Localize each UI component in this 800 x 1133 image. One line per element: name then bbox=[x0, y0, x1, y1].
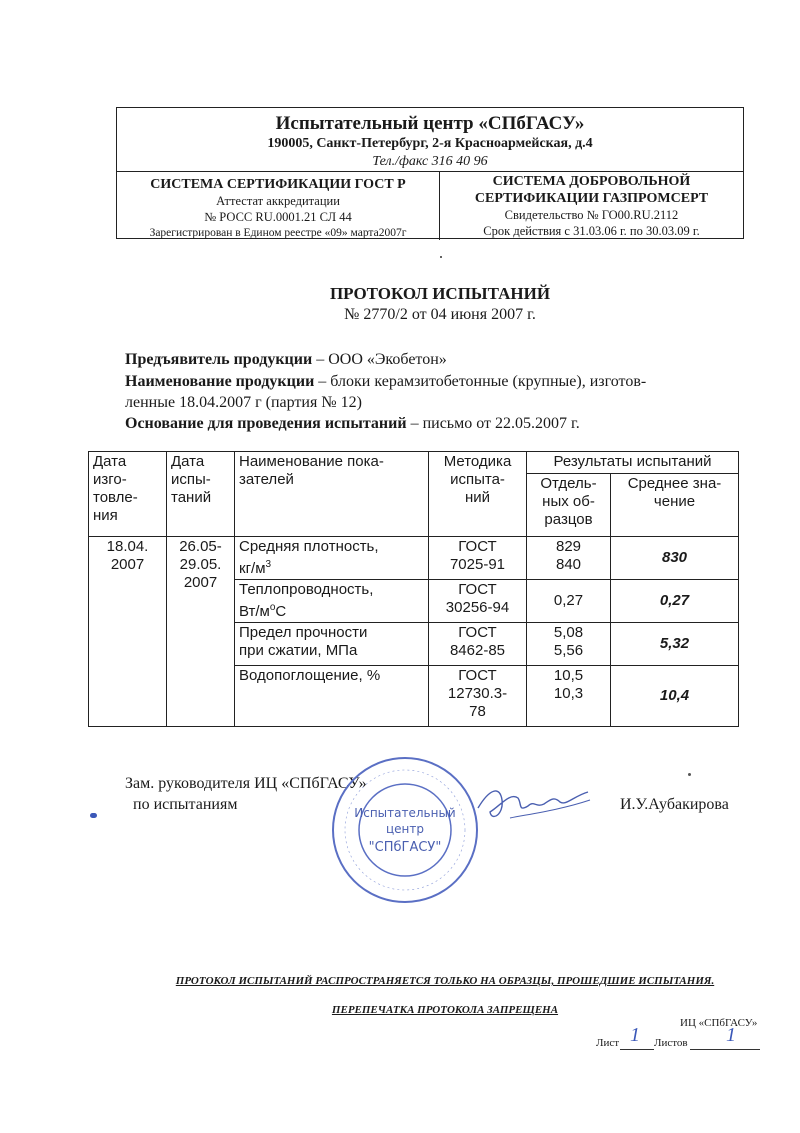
method-cell bbox=[429, 580, 527, 623]
header-indicator bbox=[235, 452, 429, 537]
cell-text: 8462-85 bbox=[449, 642, 506, 659]
individual-cell bbox=[527, 537, 611, 580]
gazprom-system bbox=[440, 172, 743, 240]
seal-stamp-icon bbox=[330, 755, 480, 905]
cell-text: Вт/м bbox=[239, 603, 270, 620]
sheet-value: 1 bbox=[630, 1024, 640, 1046]
header-text: ных об- bbox=[542, 493, 595, 510]
header-test-date bbox=[167, 452, 235, 537]
individual-cell bbox=[527, 666, 611, 727]
center-phone: Тел./факс 316 40 96 bbox=[372, 154, 488, 169]
header-text: разцов bbox=[544, 511, 593, 528]
cell-text: Теплопроводность, bbox=[239, 581, 374, 598]
stamp-line-1: Испытательный bbox=[354, 806, 456, 820]
header-systems bbox=[117, 172, 743, 240]
results-table bbox=[88, 451, 739, 727]
cell-text: кг/м bbox=[239, 560, 266, 577]
cell-text: 5,56 bbox=[553, 642, 584, 659]
header-text: испыта- bbox=[450, 471, 505, 488]
cell-text: 29.05. bbox=[179, 556, 222, 573]
header-text: Дата bbox=[93, 453, 127, 470]
signer-role: Зам. руководителя ИЦ «СПбГАСУ» bbox=[125, 775, 367, 792]
gost-system-title: СИСТЕМА СЕРТИФИКАЦИИ ГОСТ Р bbox=[150, 177, 406, 192]
table-row bbox=[89, 537, 739, 580]
average-cell: 10,4 bbox=[611, 666, 739, 727]
accreditation-label: Аттестат аккредитации bbox=[216, 194, 340, 208]
cell-text: ГОСТ bbox=[458, 667, 497, 684]
individual-cell bbox=[527, 623, 611, 666]
cell-text: 2007 bbox=[110, 556, 145, 573]
certificate-number: Свидетельство № ГО00.RU.2112 bbox=[504, 208, 679, 222]
protocol-title: ПРОТОКОЛ ИСПЫТАНИЙ bbox=[329, 284, 551, 303]
cell-text: ГОСТ bbox=[458, 581, 497, 598]
header-text: изго- bbox=[93, 471, 127, 488]
individual-cell bbox=[527, 580, 611, 623]
indicator-cell bbox=[235, 537, 429, 580]
header-text: ний bbox=[464, 489, 491, 506]
registration-note: Зарегистрирован в Едином реестре «09» марта2007г bbox=[149, 227, 407, 239]
sheet-label: Лист bbox=[596, 1037, 620, 1049]
basis-label: Основание для проведения испытаний bbox=[125, 415, 407, 432]
average-cell: 0,27 bbox=[611, 580, 739, 623]
header-text: Отдель- bbox=[540, 475, 597, 492]
cell-text bbox=[239, 599, 424, 621]
header-text: испы- bbox=[171, 471, 211, 488]
center-name: Испытательный центр «СПбГАСУ» bbox=[275, 113, 585, 134]
method-cell bbox=[429, 537, 527, 580]
cell-text: Предел прочности bbox=[239, 624, 368, 641]
indicator-cell bbox=[235, 580, 429, 623]
header-average bbox=[611, 474, 739, 537]
speck bbox=[440, 256, 442, 258]
header-manufacture-date bbox=[89, 452, 167, 537]
method-cell bbox=[429, 666, 527, 727]
gazprom-title-1: СИСТЕМА ДОБРОВОЛЬНОЙ bbox=[492, 174, 691, 189]
sheets-label: Листов bbox=[654, 1037, 688, 1049]
stamp-line-2: центр bbox=[385, 822, 425, 836]
manufacture-date-cell bbox=[89, 537, 167, 727]
product-value: – блоки керамзитобетонные (крупные), изготов- bbox=[314, 373, 647, 390]
cell-text: 30256-94 bbox=[445, 599, 510, 616]
cell-text: ГОСТ bbox=[458, 624, 497, 641]
cell-text: 5,08 bbox=[553, 624, 584, 641]
cell-text: 2007 bbox=[183, 574, 218, 591]
center-address: 190005, Санкт-Петербург, 2-я Красноармейская, д.4 bbox=[267, 136, 593, 151]
superscript: о bbox=[269, 602, 276, 613]
product-line-2: ленные 18.04.2007 г (партия № 12) bbox=[125, 394, 362, 411]
header-text: таний bbox=[171, 489, 212, 506]
protocol-number: № 2770/2 от 04 июня 2007 г. bbox=[344, 306, 536, 323]
header-text: Дата bbox=[171, 453, 205, 470]
header-top bbox=[117, 108, 743, 172]
handwritten-signature bbox=[470, 778, 600, 828]
basis-value: – письмо от 22.05.2007 г. bbox=[406, 415, 580, 432]
product-label: Наименование продукции bbox=[125, 373, 315, 390]
cell-text bbox=[239, 556, 424, 578]
accreditation-number: № РОСС RU.0001.21 СЛ 44 bbox=[204, 210, 352, 224]
cell-text: 12730.3- bbox=[447, 685, 508, 702]
cell-text: 829 bbox=[555, 538, 582, 555]
cell-text: 10,5 bbox=[553, 667, 584, 684]
footer-notice: ПРОТОКОЛ ИСПЫТАНИЙ РАСПРОСТРАНЯЕТСЯ ТОЛЬКО НА ОБРАЗЦЫ, ПРОШЕДШИЕ ИСПЫТАНИЯ. bbox=[175, 975, 715, 987]
stamp-line-3: "СПбГАСУ" bbox=[368, 840, 442, 855]
table-header-row bbox=[89, 452, 739, 474]
signer-role-2: по испытаниям bbox=[133, 796, 238, 813]
cell-text: 10,3 bbox=[553, 685, 584, 702]
cell-text: при сжатии, МПа bbox=[239, 642, 358, 659]
sheets-value: 1 bbox=[726, 1024, 736, 1046]
header-text: чение bbox=[653, 493, 696, 510]
header-text: Наименование пока- bbox=[239, 453, 384, 470]
ink-mark bbox=[688, 773, 691, 776]
indicator-cell bbox=[235, 666, 429, 727]
applicant-label: Предъявитель продукции bbox=[125, 351, 313, 368]
header-text: зателей bbox=[239, 471, 294, 488]
product-line bbox=[125, 372, 646, 392]
header-text: Методика bbox=[443, 453, 512, 470]
cell-text: Средняя плотность, bbox=[239, 538, 379, 555]
header-text: товле- bbox=[93, 489, 138, 506]
applicant-line bbox=[125, 350, 447, 370]
average-cell: 5,32 bbox=[611, 623, 739, 666]
applicant-value: – ООО «Экобетон» bbox=[312, 351, 447, 368]
cell-text: 840 bbox=[555, 556, 582, 573]
sheets-underline bbox=[690, 1049, 760, 1050]
cell-text: 7025-91 bbox=[449, 556, 506, 573]
sheet-underline bbox=[620, 1049, 654, 1050]
cell-text: Водопоглощение, % bbox=[239, 667, 381, 684]
gost-system bbox=[117, 172, 440, 240]
signer-name: И.У.Аубакирова bbox=[620, 796, 729, 813]
indicator-cell bbox=[235, 623, 429, 666]
basis-line bbox=[125, 414, 580, 434]
footer-org: ИЦ «СПбГАСУ» bbox=[680, 1017, 758, 1029]
header-method bbox=[429, 452, 527, 537]
superscript: 3 bbox=[265, 559, 272, 570]
header-individual bbox=[527, 474, 611, 537]
header-results: Результаты испытаний bbox=[527, 452, 739, 474]
header-text: ния bbox=[93, 507, 118, 524]
gazprom-title-2: СЕРТИФИКАЦИИ ГАЗПРОМСЕРТ bbox=[474, 191, 709, 206]
cell-text: С bbox=[275, 603, 287, 620]
method-cell bbox=[429, 623, 527, 666]
header-box bbox=[116, 107, 744, 239]
cell-text: 0,27 bbox=[553, 592, 584, 609]
header-text: Среднее зна- bbox=[627, 475, 722, 492]
cell-text: 78 bbox=[469, 703, 486, 720]
test-date-cell bbox=[167, 537, 235, 727]
footer-reprint-notice: ПЕРЕПЕЧАТКА ПРОТОКОЛА ЗАПРЕЩЕНА bbox=[331, 1004, 559, 1016]
ink-mark bbox=[90, 813, 97, 818]
cell-text: ГОСТ bbox=[458, 538, 497, 555]
average-cell: 830 bbox=[611, 537, 739, 580]
validity-period: Срок действия с 31.03.06 г. по 30.03.09 г. bbox=[483, 224, 700, 238]
cell-text: 18.04. bbox=[106, 538, 149, 555]
cell-text: 26.05- bbox=[179, 538, 222, 555]
